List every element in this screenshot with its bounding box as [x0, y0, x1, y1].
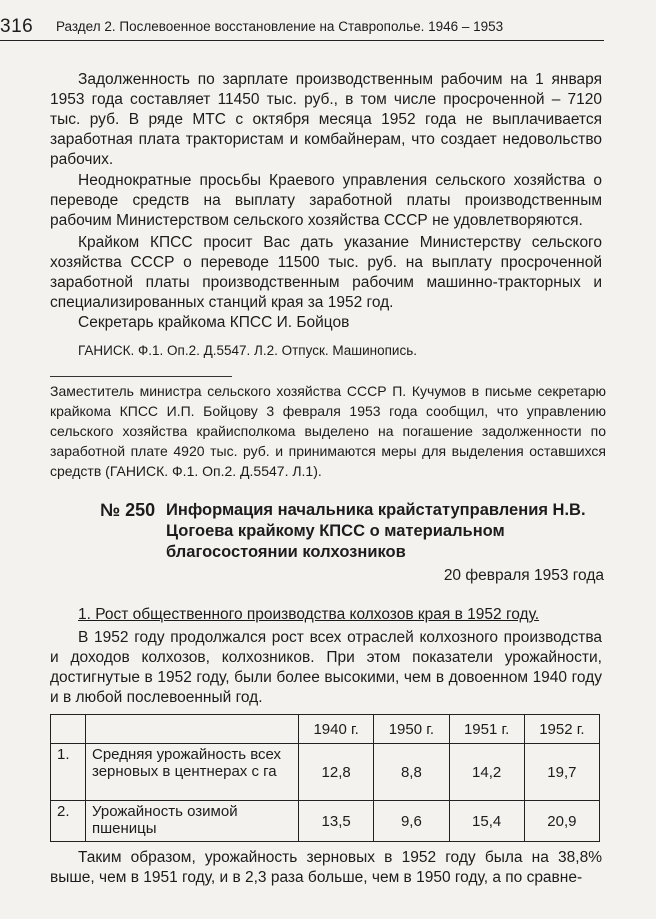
value-cell: 8,8	[374, 744, 449, 801]
footnote: Заместитель министра сельского хозяйства СССР П. Кучумов в письме секретарю крайкома КПСС И.П. Бойцову 3 февраля 1953 года сообщил, что управлению сельского хозяйства крайисполкома выделено на погашение задолженности по заработной плате 4920 тыс. руб. и принимаются меры для выделения оставшихся средств (ГАНИСК. Ф.1. Оп.2. Д.5547. Л.1).	[50, 383, 606, 479]
row-label: Урожайность озимой пшеницы	[86, 801, 299, 842]
table-row	[51, 744, 600, 801]
document-number: № 250	[100, 500, 156, 520]
table-header-cell	[86, 715, 299, 744]
section-subheading: 1. Рост общественного производства колхозов края в 1952 году.	[78, 606, 540, 623]
table-header-1950: 1950 г.	[374, 715, 449, 744]
value-cell: 20,9	[524, 801, 599, 842]
paragraph-requests: Неоднократные просьбы Краевого управления сельского хозяйства о переводе средств на выплату заработной платы производственным рабочим Министерством сельского хозяйства СССР не удовлетворяются.	[50, 172, 602, 229]
footnote-rule	[50, 376, 232, 377]
value-cell: 12,8	[299, 744, 374, 801]
archive-source: ГАНИСК. Ф.1. Оп.2. Д.5547. Л.2. Отпуск. Машинопись.	[78, 343, 417, 358]
page-header	[0, 14, 604, 41]
table-header-cell	[51, 715, 86, 744]
document-title: Информация начальника крайстатуправления Н.В. Цогоева крайкому КПСС о материальном благосостоянии колхозников	[166, 501, 586, 561]
table-header-1952: 1952 г.	[524, 715, 599, 744]
value-cell: 9,6	[374, 801, 449, 842]
paragraph-debt: Задолженность по зарплате производственным рабочим на 1 января 1953 года составляет 11450 тыс. руб., в том числе просроченной – 7120 тыс. руб. В ряде МТС с октября месяца 1952 года не выплачивается заработная плата трактористам и комбайнерам, что создает недовольство рабочих.	[50, 71, 602, 168]
signature: Секретарь крайкома КПСС И. Бойцов	[78, 314, 350, 331]
page-number: 316	[0, 16, 34, 37]
paragraph-closing: Таким образом, урожайность зерновых в 1952 году была на 38,8% выше, чем в 1951 году, и в 2,3 раза больше, чем в 1950 году, а по сравне-	[50, 849, 602, 886]
value-cell: 19,7	[524, 744, 599, 801]
value-cell: 13,5	[299, 801, 374, 842]
paragraph-kraikom-request: Крайком КПСС просит Вас дать указание Министерству сельского хозяйства СССР о переводе 11500 тыс. руб. на выплату просроченной заработной платы производственным рабочим машинно-тракторных и специализированных станций края за 1952 год.	[50, 234, 602, 311]
table-header-row	[51, 715, 600, 744]
row-index: 2.	[51, 801, 86, 842]
running-head: Раздел 2. Послевоенное восстановление на Ставрополье. 1946 – 1953	[56, 19, 504, 34]
table-header-1940: 1940 г.	[299, 715, 374, 744]
value-cell: 14,2	[449, 744, 524, 801]
row-label: Средняя урожайность всех зерновых в центнерах с га	[86, 744, 299, 801]
harvest-table	[50, 714, 600, 842]
paragraph-intro: В 1952 году продолжался рост всех отраслей колхозного производства и доходов колхозов, колхозников. При этом показатели урожайности, достигнутые в 1952 году, были более высокими, чем в довоенном 1940 году и в любой послевоенный год.	[50, 629, 602, 706]
row-index: 1.	[51, 744, 86, 801]
table-row	[51, 801, 600, 842]
value-cell: 15,4	[449, 801, 524, 842]
document-date: 20 февраля 1953 года	[443, 567, 604, 584]
table-header-1951: 1951 г.	[449, 715, 524, 744]
